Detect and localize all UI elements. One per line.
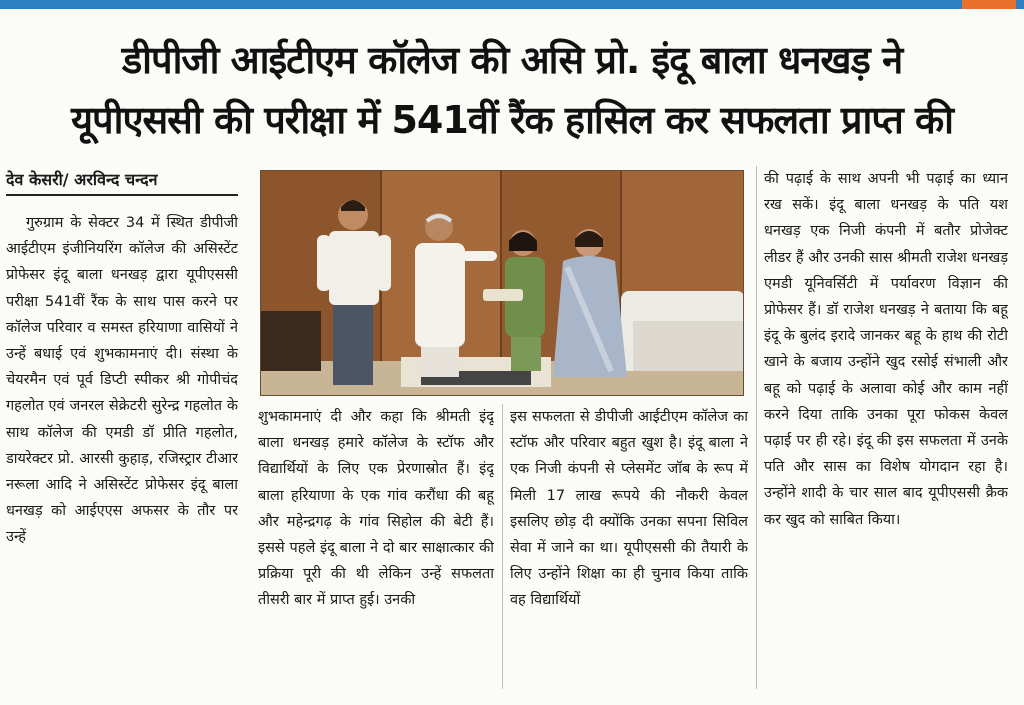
article-column-2: शुभकामनाएं दी और कहा कि श्रीमती इंदू बाला धनखड़ हमारे कॉलेज के स्टॉफ और विद्यार्थियों के लिए एक प्रेरणास्रोत हैं। इंदू बाला हरियाणा के एक गांव करौंधा की बहू और महेन्द्रगढ़ के गांव सिहोल की बेटी हैं। इससे पहले इंदू बाला ने दो बार साक्षात्कार की प्रक्रिया पूरी की थी लेकिन उन्हें सफलता तीसरी बार में प्राप्त हुई। उनकी [258, 409, 494, 609]
article-column-3: इस सफलता से डीपीजी आईटीएम कॉलेज का स्टॉफ और परिवार बहुत खुश है। इंदू बाला ने एक निजी कंपनी से प्लेसमेंट जॉब के रूप में मिली 17 लाख रूपये की नौकरी केवल इसलिए छोड़ दी क्योंकि उनका सपना सिविल सेवा में जाने का था। यूपीएससी की तैयारी के लिए उन्होंने शिक्षा का ही चुनाव किया ताकि वह विद्यार्थियों [510, 409, 748, 609]
byline: देव केसरी/ अरविन्द चन्दन [6, 170, 238, 196]
news-photo [260, 170, 744, 396]
article-column-1: गुरुग्राम के सेक्टर 34 में स्थित डीपीजी आईटीएम इंजीनियरिंग कॉलेज की असिस्टेंट प्रोफेसर इंदू बाला धनखड़ द्वारा यूपीएससी परीक्षा 541वीं रैंक के साथ पास करने पर कॉलेज परिवार व समस्त हरियाणा वासियों ने उन्हें बधाई एवं शुभकामनाएं दी। संस्था के चेयरमैन एवं पूर्व डिप्टी स्पीकर श्री गोपीचंद गहलोत एवं जनरल सेक्रेटरी सुरेन्द्र गहलोत के साथ कॉलेज की एमडी डॉ प्रीति गहलोत, डायरेक्टर प्रो. आरसी कुहाड़, रजिस्ट्रार टीआर नरूला आदि ने असिस्टेंट प्रोफेसर इंदू बाला धनखड़ को आईएएस अफसर के तौर पर उन्हें [6, 215, 238, 546]
column-separator [502, 404, 503, 689]
top-accent-block [962, 0, 1016, 9]
column-separator [756, 166, 757, 689]
headline [12, 30, 1012, 150]
headline-line-1: डीपीजी आईटीएम कॉलेज की असि प्रो. इंदू बाला धनखड़ ने [121, 38, 903, 82]
photo-illustration [261, 171, 744, 396]
article-column-4: की पढ़ाई के साथ अपनी भी पढ़ाई का ध्यान रख सकें। इंदू बाला धनखड़ के पति यश धनखड़ एक निजी कंपनी में बतौर प्रोजेक्ट लीडर हैं और उनकी सास श्रीमती राजेश धनखड़ एमडी यूनिवर्सिटी में पर्यावरण विज्ञान की प्रोफेसर हैं। डॉ राजेश धनखड़ ने बताया कि बहू इंदू के बुलंद इरादे जानकर बहू के हाथ की रोटी खाने के बजाय उन्होंने खुद रसोई संभाली और बहू को पढ़ाई के अलावा कोई और काम नहीं करने दिया ताकि उनका पूरा फोकस केवल पढ़ाई पर ही रहे। इंदू की इस सफलता में उनके पति और सास का विशेष योगदान रहा है। उन्होंने शादी के चार साल बाद यूपीएससी क्रैक कर खुद को साबित किया। [764, 171, 1008, 528]
headline-line-2: यूपीएससी की परीक्षा में 541वीं रैंक हासिल कर सफलता प्राप्त की [71, 98, 953, 142]
top-color-rule [0, 0, 1024, 9]
